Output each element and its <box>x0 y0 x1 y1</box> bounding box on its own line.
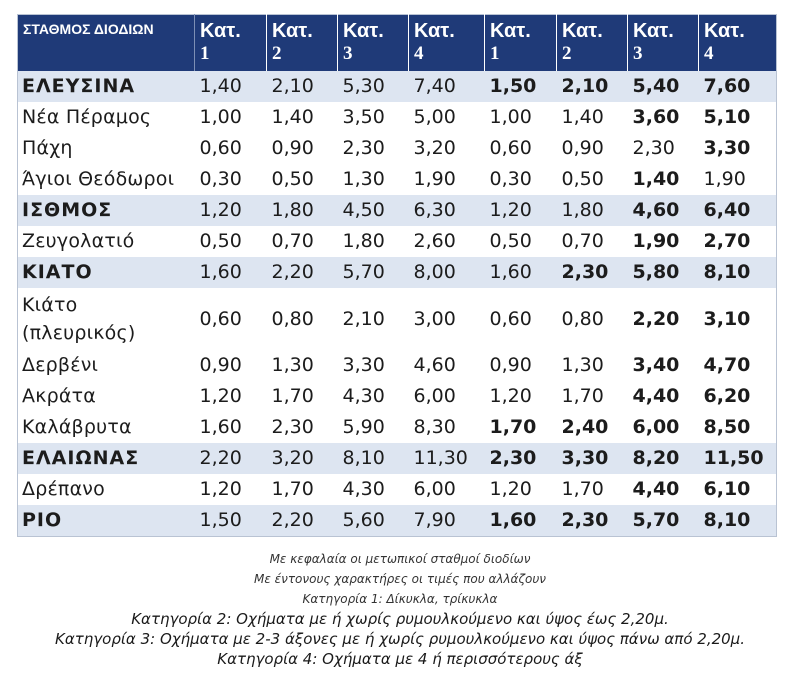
table-row <box>18 226 777 257</box>
toll-price-cell: 4,40 <box>632 385 680 407</box>
station-name-cell: Κιάτο (πλευρικός) <box>22 293 136 344</box>
toll-price-cell: 1,20 <box>489 478 532 500</box>
toll-price-cell: 0,50 <box>561 168 604 190</box>
toll-price-cell: 3,30 <box>557 443 628 474</box>
station-name-cell: Νέα Πέραμος <box>22 106 152 128</box>
toll-price-cell: 11,50 <box>699 443 777 474</box>
toll-price-cell: 1,50 <box>485 71 557 102</box>
table-footnotes <box>0 549 800 669</box>
table-row <box>18 288 777 350</box>
toll-price-cell: 2,30 <box>557 257 628 288</box>
toll-price-cell: 8,20 <box>628 443 699 474</box>
toll-price-cell: 1,40 <box>561 106 604 128</box>
toll-price-cell: 1,60 <box>199 416 242 438</box>
footnote-category-2: Κατηγορία 2: Οχήματα με ή χωρίς ρυμουλκούμενο και ύψος έως 2,20μ. <box>131 610 669 628</box>
toll-price-cell: 3,50 <box>342 106 385 128</box>
toll-price-cell: 0,90 <box>561 137 604 159</box>
toll-price-cell: 8,10 <box>699 505 777 537</box>
toll-price-cell: 4,30 <box>342 385 385 407</box>
toll-price-cell: 2,20 <box>267 505 338 537</box>
station-name-cell: Δρέπανο <box>22 478 105 500</box>
toll-price-cell: 0,50 <box>489 230 532 252</box>
toll-price-cell: 4,60 <box>628 195 699 226</box>
toll-price-cell: 2,30 <box>342 137 385 159</box>
station-name-cell: ΙΣΘΜΟΣ <box>18 195 195 226</box>
toll-price-cell: 4,40 <box>632 478 680 500</box>
table-row <box>18 443 777 474</box>
toll-price-cell: 1,30 <box>342 168 385 190</box>
toll-price-cell: 0,80 <box>561 307 604 330</box>
toll-price-cell: 0,90 <box>489 354 532 376</box>
toll-price-cell: 1,90 <box>703 168 746 190</box>
table-row <box>18 257 777 288</box>
table-row <box>18 412 777 443</box>
toll-price-cell: 4,50 <box>338 195 409 226</box>
category-column-header: Κατ. 2 <box>267 15 338 71</box>
table-body <box>18 71 777 537</box>
toll-price-cell: 1,80 <box>267 195 338 226</box>
station-name-cell: ΡΙΟ <box>18 505 195 537</box>
station-name-cell: Άγιοι Θεόδωροι <box>22 168 175 190</box>
toll-price-cell: 3,60 <box>632 106 680 128</box>
toll-price-cell: 3,40 <box>632 354 680 376</box>
category-column-header: Κατ. 1 <box>195 15 267 71</box>
station-column-header: ΣΤΑΘΜΟΣ ΔΙΟΔΙΩΝ <box>18 15 195 71</box>
category-column-header: Κατ. 4 <box>699 15 777 71</box>
toll-price-cell: 1,70 <box>271 385 314 407</box>
toll-price-cell: 1,00 <box>199 106 242 128</box>
toll-price-cell: 1,20 <box>199 478 242 500</box>
station-name-cell: ΕΛΕΥΣΙΝΑ <box>18 71 195 102</box>
station-name-cell: Δερβένι <box>22 354 99 376</box>
toll-price-cell: 1,60 <box>195 257 267 288</box>
toll-price-cell: 0,60 <box>199 137 242 159</box>
toll-price-cell: 1,80 <box>342 230 385 252</box>
table-row <box>18 102 777 133</box>
toll-price-cell: 5,80 <box>628 257 699 288</box>
toll-price-cell: 3,20 <box>267 443 338 474</box>
toll-price-cell: 8,10 <box>699 257 777 288</box>
toll-rates-table <box>17 14 777 537</box>
toll-price-cell: 5,70 <box>628 505 699 537</box>
toll-price-cell: 5,10 <box>703 106 751 128</box>
toll-price-cell: 1,70 <box>561 478 604 500</box>
toll-price-cell: 0,70 <box>561 230 604 252</box>
toll-price-cell: 5,00 <box>413 106 456 128</box>
toll-price-cell: 7,60 <box>699 71 777 102</box>
toll-price-cell: 1,20 <box>489 385 532 407</box>
toll-price-cell: 1,70 <box>561 385 604 407</box>
toll-price-cell: 4,60 <box>413 354 456 376</box>
category-column-header: Κατ. 3 <box>338 15 409 71</box>
toll-price-cell: 6,00 <box>413 478 456 500</box>
toll-price-cell: 0,30 <box>199 168 242 190</box>
toll-price-cell: 1,70 <box>271 478 314 500</box>
toll-price-cell: 4,70 <box>703 354 751 376</box>
category-column-header: Κατ. 3 <box>628 15 699 71</box>
toll-price-cell: 3,10 <box>703 307 751 330</box>
toll-price-cell: 8,50 <box>703 416 751 438</box>
table-row <box>18 195 777 226</box>
table-row <box>18 505 777 537</box>
toll-price-cell: 5,60 <box>338 505 409 537</box>
toll-price-cell: 6,40 <box>699 195 777 226</box>
table-row <box>18 474 777 505</box>
station-name-cell: Ζευγολατιό <box>22 230 135 252</box>
toll-price-cell: 1,50 <box>195 505 267 537</box>
toll-price-cell: 6,10 <box>703 478 751 500</box>
toll-price-cell: 3,30 <box>703 137 751 159</box>
table-row <box>18 381 777 412</box>
table-row <box>18 164 777 195</box>
toll-price-cell: 0,70 <box>271 230 314 252</box>
toll-price-cell: 1,20 <box>485 195 557 226</box>
station-name-cell: Πάχη <box>22 137 73 159</box>
toll-price-cell: 1,90 <box>413 168 456 190</box>
table-header-row <box>18 15 777 71</box>
toll-price-cell: 8,00 <box>409 257 485 288</box>
toll-price-cell: 8,10 <box>338 443 409 474</box>
toll-price-cell: 1,40 <box>195 71 267 102</box>
toll-price-cell: 2,30 <box>557 505 628 537</box>
toll-price-cell: 5,40 <box>628 71 699 102</box>
toll-price-cell: 1,40 <box>271 106 314 128</box>
toll-price-cell: 2,10 <box>557 71 628 102</box>
toll-price-cell: 0,50 <box>271 168 314 190</box>
station-name-cell: Ακράτα <box>22 385 96 407</box>
toll-price-cell: 2,10 <box>267 71 338 102</box>
table-row <box>18 133 777 164</box>
toll-price-cell: 2,30 <box>271 416 314 438</box>
toll-price-cell: 1,90 <box>632 230 680 252</box>
toll-price-cell: 8,30 <box>413 416 456 438</box>
toll-price-cell: 0,90 <box>271 137 314 159</box>
toll-price-cell: 3,20 <box>413 137 456 159</box>
toll-price-cell: 2,70 <box>703 230 751 252</box>
table-row <box>18 350 777 381</box>
toll-price-cell: 5,90 <box>342 416 385 438</box>
toll-price-cell: 5,70 <box>338 257 409 288</box>
toll-price-cell: 2,40 <box>561 416 609 438</box>
station-name-cell: Καλάβρυτα <box>22 416 132 438</box>
toll-price-cell: 0,30 <box>489 168 532 190</box>
toll-price-cell: 1,70 <box>489 416 537 438</box>
toll-price-cell: 6,20 <box>703 385 751 407</box>
toll-price-cell: 6,00 <box>632 416 680 438</box>
toll-price-cell: 6,00 <box>413 385 456 407</box>
toll-price-cell: 2,20 <box>267 257 338 288</box>
toll-price-cell: 2,20 <box>195 443 267 474</box>
toll-price-cell: 0,60 <box>489 137 532 159</box>
toll-price-cell: 2,30 <box>485 443 557 474</box>
toll-price-cell: 1,20 <box>195 195 267 226</box>
footnote-category-1: Κατηγορία 1: Δίκυκλα, τρίκυκλα <box>302 592 498 606</box>
footnote-category-3: Κατηγορία 3: Οχήματα με 2-3 άξονες με ή χωρίς ρυμουλκούμενο και ύψος πάνω από 2,20μ. <box>55 630 745 648</box>
category-column-header: Κατ. 1 <box>485 15 557 71</box>
toll-price-cell: 3,30 <box>342 354 385 376</box>
table-row <box>18 71 777 102</box>
toll-price-cell: 1,80 <box>557 195 628 226</box>
toll-price-cell: 0,60 <box>489 307 532 330</box>
toll-price-cell: 1,20 <box>199 385 242 407</box>
toll-price-cell: 1,40 <box>632 168 680 190</box>
toll-price-cell: 4,30 <box>342 478 385 500</box>
toll-price-cell: 2,60 <box>413 230 456 252</box>
category-column-header: Κατ. 4 <box>409 15 485 71</box>
toll-price-cell: 0,90 <box>199 354 242 376</box>
category-column-header: Κατ. 2 <box>557 15 628 71</box>
footnote-category-4: Κατηγορία 4: Οχήματα με 4 ή περισσότερους άξ <box>217 650 583 668</box>
footnote-bold: Με έντονους χαρακτήρες οι τιμές που αλλάζουν <box>253 572 546 586</box>
toll-price-cell: 2,10 <box>342 307 385 330</box>
toll-price-cell: 2,20 <box>632 307 680 330</box>
toll-price-cell: 2,30 <box>632 137 675 159</box>
toll-price-cell: 3,00 <box>413 307 456 330</box>
toll-price-cell: 0,80 <box>271 307 314 330</box>
toll-price-cell: 11,30 <box>409 443 485 474</box>
toll-price-cell: 6,30 <box>409 195 485 226</box>
toll-price-cell: 1,30 <box>561 354 604 376</box>
station-name-cell: ΕΛΑΙΩΝΑΣ <box>18 443 195 474</box>
toll-price-cell: 5,30 <box>338 71 409 102</box>
footnote-caps: Με κεφαλαία οι μετωπικοί σταθμοί διοδίων <box>269 552 531 566</box>
toll-price-cell: 1,00 <box>489 106 532 128</box>
station-name-cell: ΚΙΑΤΟ <box>18 257 195 288</box>
toll-price-cell: 1,60 <box>485 257 557 288</box>
toll-price-cell: 1,60 <box>485 505 557 537</box>
toll-price-cell: 7,90 <box>409 505 485 537</box>
toll-price-cell: 1,30 <box>271 354 314 376</box>
toll-price-cell: 0,60 <box>199 307 242 330</box>
toll-price-cell: 0,50 <box>199 230 242 252</box>
toll-price-cell: 7,40 <box>409 71 485 102</box>
